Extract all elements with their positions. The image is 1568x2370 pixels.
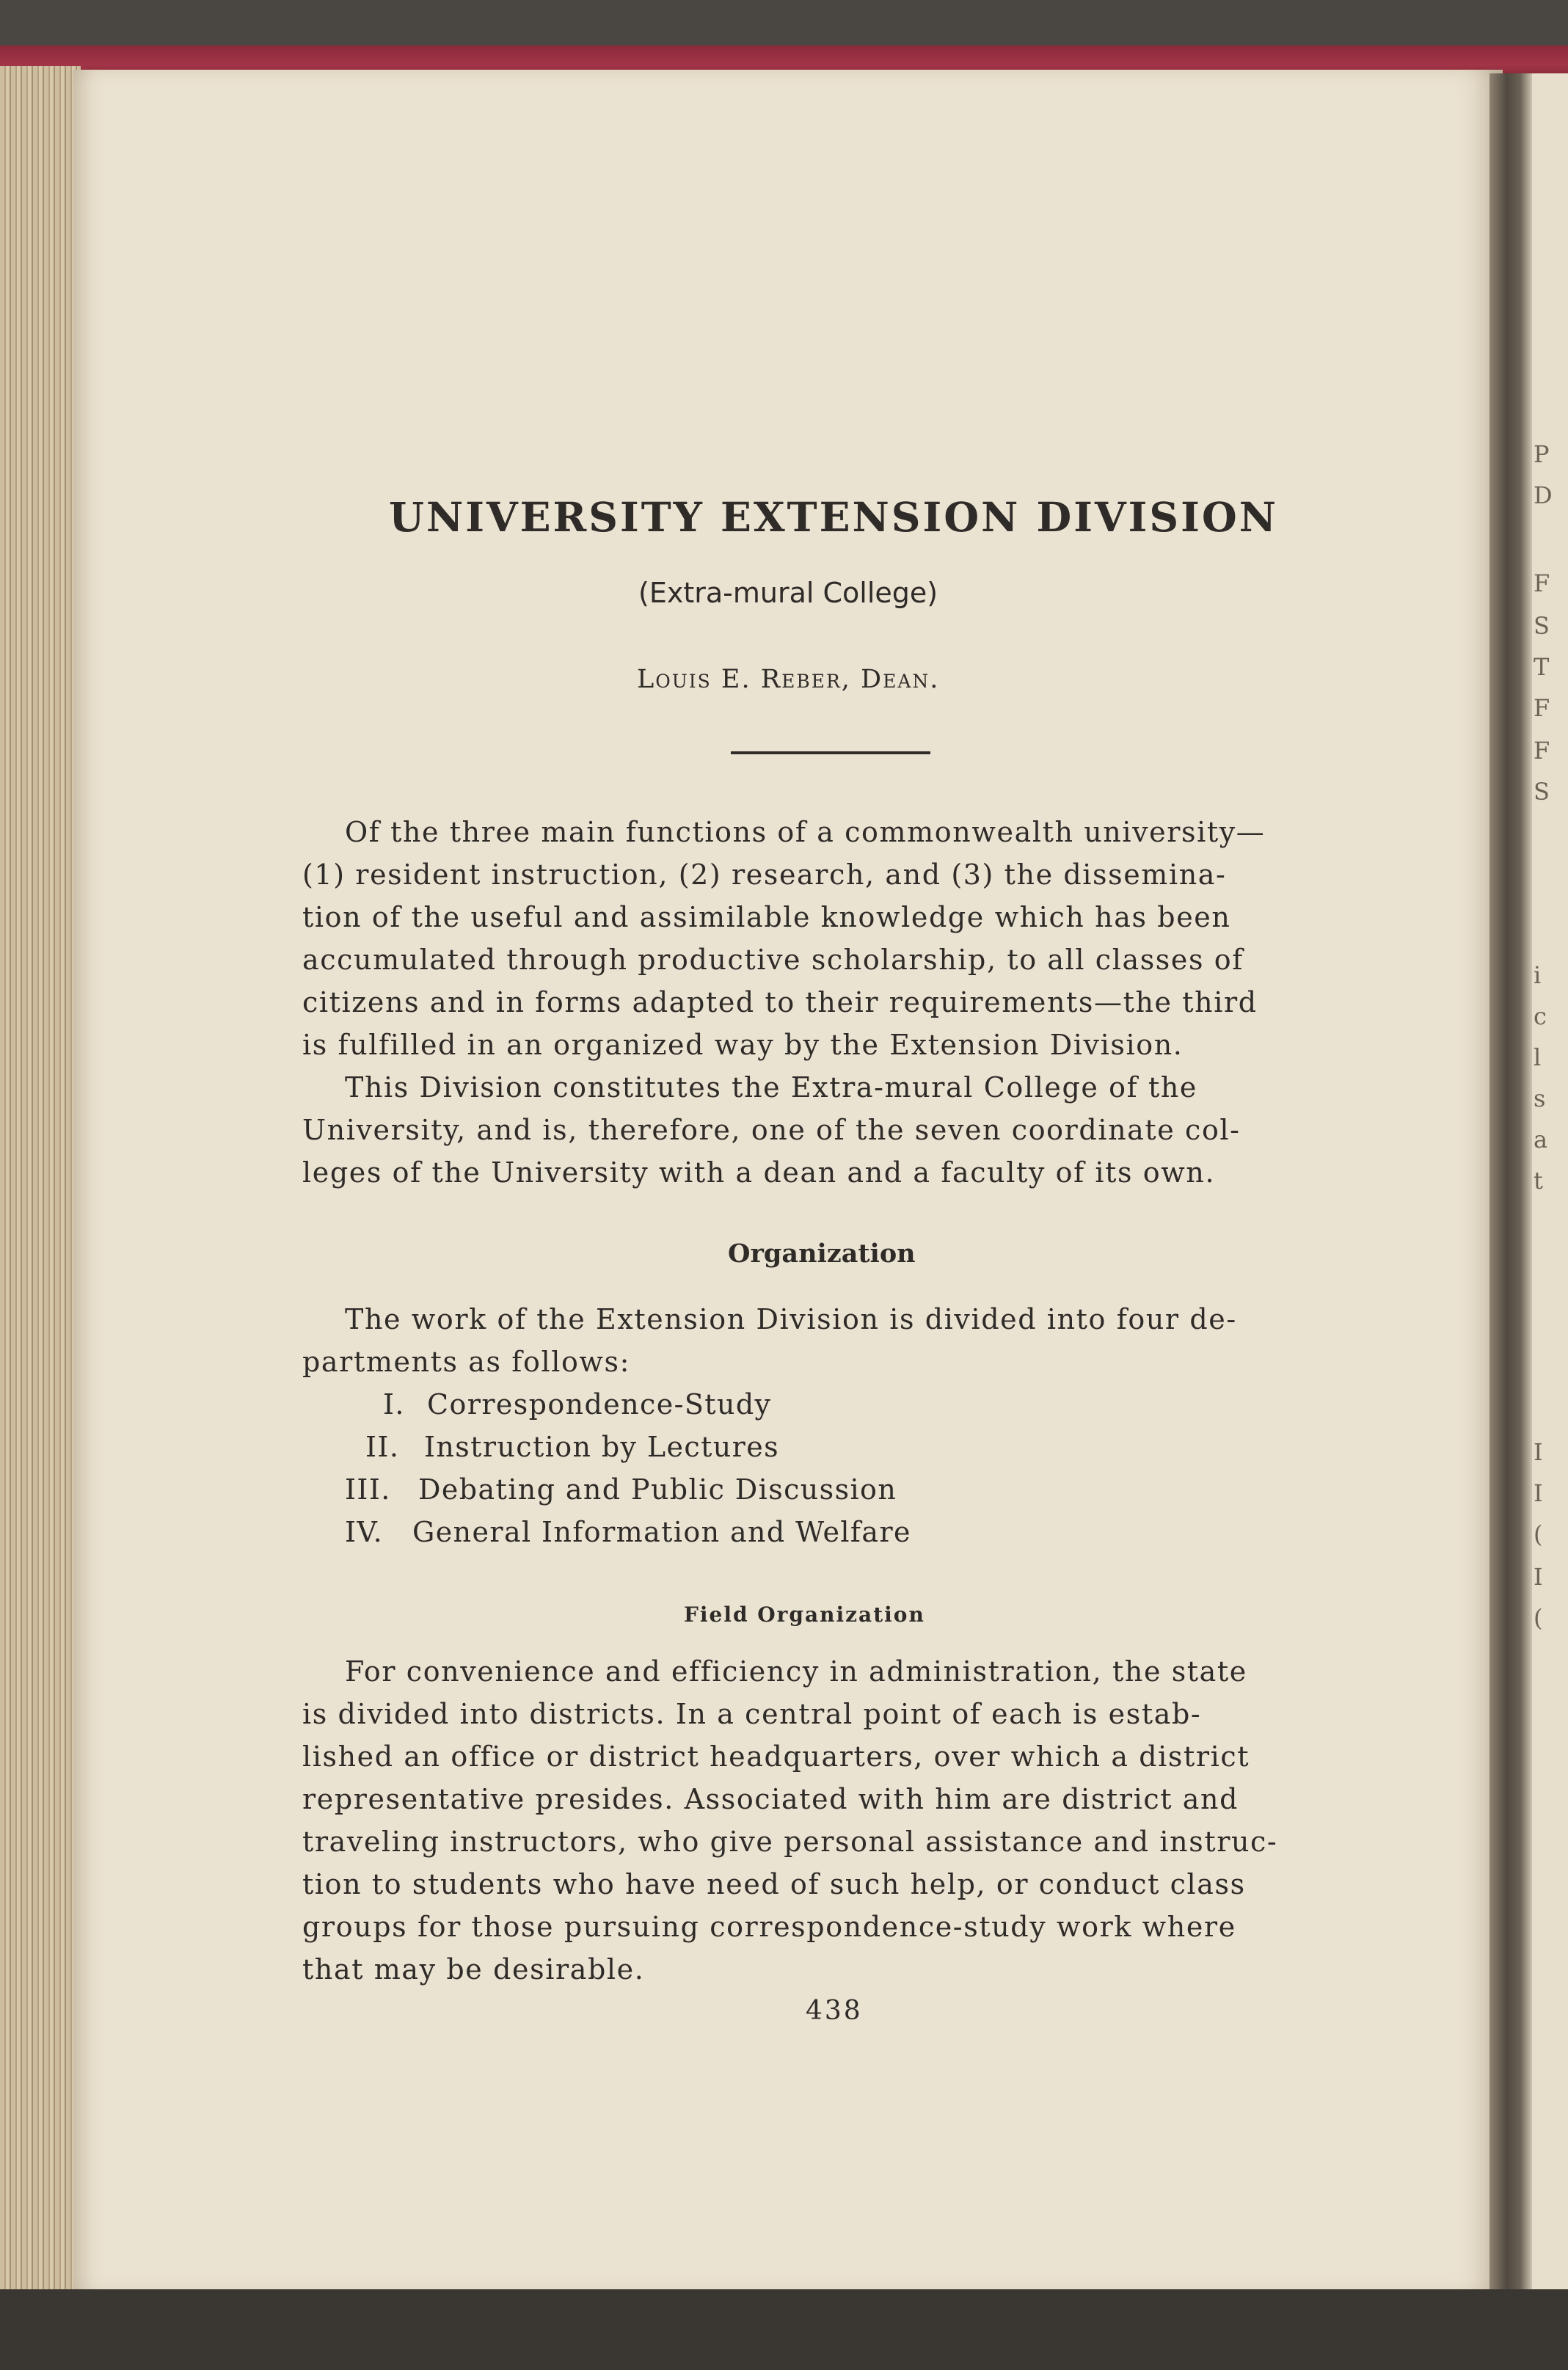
department-name: Debating and Public Discussion [418, 1473, 897, 1506]
adjacent-page-fragment: D [1534, 481, 1553, 509]
adjacent-page-fragment: i [1534, 961, 1542, 989]
department-name: Instruction by Lectures [424, 1431, 780, 1463]
adjacent-page-fragment: S [1534, 778, 1550, 806]
adjacent-page-fragment: t [1534, 1167, 1543, 1195]
adjacent-page-fragment: F [1534, 569, 1550, 597]
field-organization-heading: Field Organization [684, 1603, 925, 1627]
intro-line: citizens and in forms adapted to their requirements—the third [302, 986, 1258, 1018]
adjacent-page-fragment: T [1534, 653, 1550, 681]
intro-line: This Division constitutes the Extra-mural College of the [345, 1071, 1197, 1104]
adjacent-page-fragment: F [1534, 737, 1550, 765]
organization-heading: Organization [728, 1239, 916, 1269]
adjacent-page-edge [1532, 73, 1568, 2297]
field-organization-line: that may be desirable. [302, 1953, 645, 1986]
department-numeral: I. [383, 1388, 405, 1421]
adjacent-page-fragment: s [1534, 1084, 1546, 1112]
department-name: General Information and Welfare [412, 1516, 911, 1548]
page-title: UNIVERSITY EXTENSION DIVISION [389, 493, 1279, 541]
adjacent-page-fragment: S [1534, 612, 1550, 640]
intro-line: (1) resident instruction, (2) research, and (3) the dissemina- [302, 858, 1227, 891]
intro-line: University, and is, therefore, one of the seven coordinate col- [302, 1114, 1241, 1146]
field-organization-line: representative presides. Associated with him are district and [302, 1783, 1239, 1815]
book-binding-bottom [0, 2289, 1568, 2370]
adjacent-page-fragment: ( [1534, 1604, 1543, 1632]
field-organization-line: lished an office or district headquarters, over which a district [302, 1740, 1250, 1773]
adjacent-page-fragment: ( [1534, 1520, 1543, 1548]
adjacent-page-fragment: a [1534, 1126, 1548, 1153]
adjacent-page-fragment: l [1534, 1043, 1542, 1071]
adjacent-page-fragment: P [1534, 440, 1550, 468]
department-numeral: IV. [345, 1516, 384, 1548]
field-organization-line: is divided into districts. In a central point of each is estab- [302, 1698, 1202, 1730]
field-organization-line: groups for those pursuing correspondence-study work where [302, 1911, 1236, 1943]
department-numeral: II. [365, 1431, 400, 1463]
dean-name: Louis E. Reber, Dean. [637, 665, 940, 694]
adjacent-page-fragment: I [1534, 1438, 1543, 1466]
intro-line: accumulated through productive scholarship, to all classes of [302, 944, 1244, 976]
book-binding-top [0, 0, 1568, 73]
adjacent-page-fragment: I [1534, 1479, 1543, 1507]
intro-line: leges of the University with a dean and a faculty of its own. [302, 1156, 1216, 1189]
organization-line: partments as follows: [302, 1346, 631, 1378]
intro-line: is fulfilled in an organized way by the Extension Division. [302, 1029, 1184, 1061]
field-organization-line: tion to students who have need of such help, or conduct class [302, 1868, 1246, 1900]
section-divider [731, 751, 930, 754]
page-edges [0, 66, 81, 2311]
book-gutter [1489, 73, 1534, 2297]
adjacent-page-fragment: c [1534, 1002, 1547, 1030]
adjacent-page-fragment: I [1534, 1563, 1543, 1591]
field-organization-line: For convenience and efficiency in administration, the state [345, 1655, 1247, 1688]
page-number: 438 [806, 1996, 863, 2026]
intro-line: Of the three main functions of a commonwealth university— [345, 816, 1266, 848]
department-numeral: III. [345, 1473, 391, 1506]
intro-line: tion of the useful and assimilable knowledge which has been [302, 901, 1231, 933]
organization-line: The work of the Extension Division is divided into four de- [345, 1303, 1237, 1335]
adjacent-page-fragment: F [1534, 694, 1550, 722]
department-name: Correspondence-Study [427, 1388, 772, 1421]
page-subtitle: (Extra-mural College) [638, 577, 938, 609]
field-organization-line: traveling instructors, who give personal assistance and instruc- [302, 1826, 1278, 1858]
